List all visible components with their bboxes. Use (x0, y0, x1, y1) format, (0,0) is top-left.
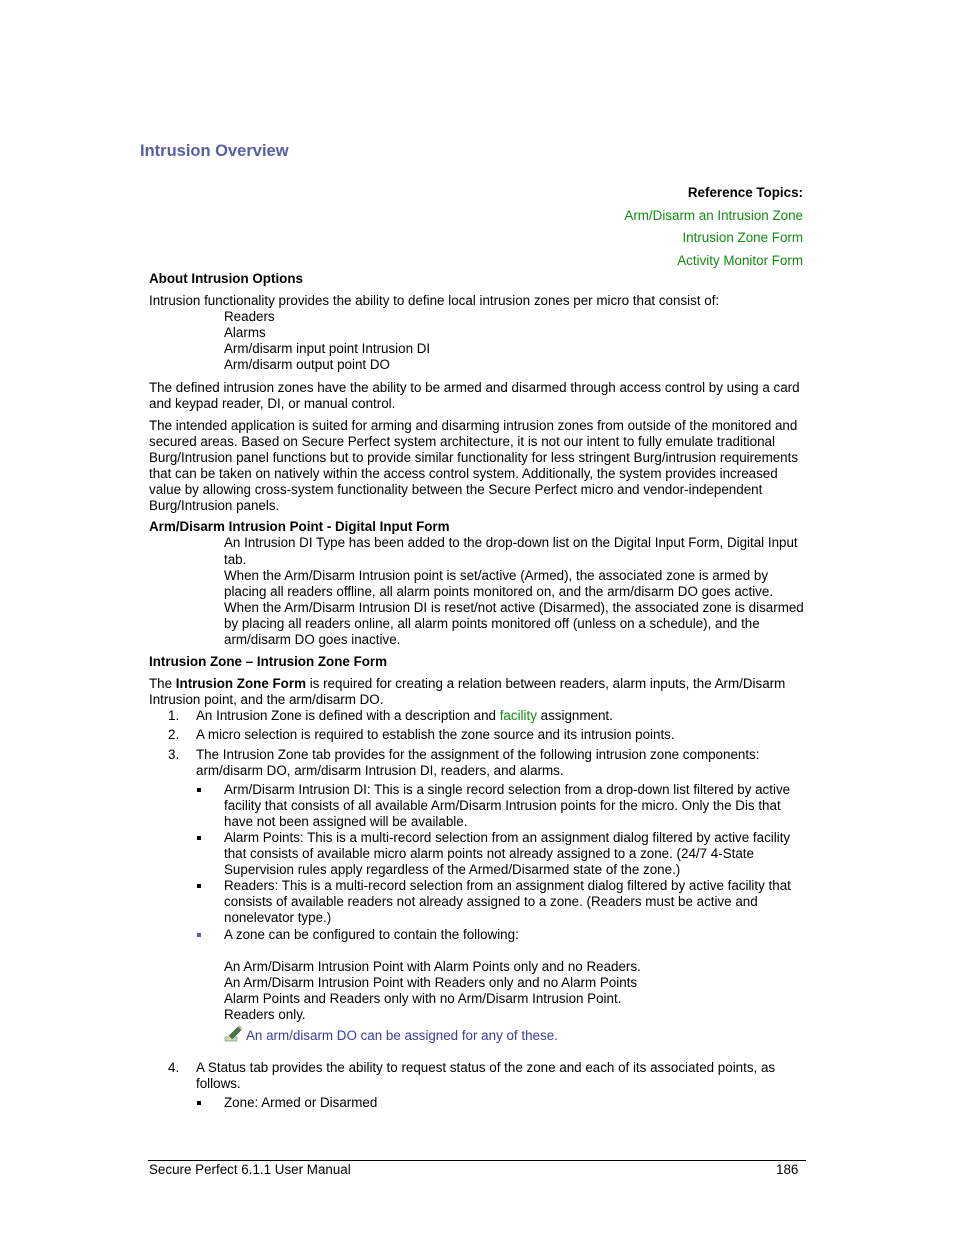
section-heading-about: About Intrusion Options (149, 271, 303, 286)
about-intro: Intrusion functionality provides the ability to define local intrusion zones per micro that consist of: (149, 293, 720, 309)
footer-divider (148, 1160, 806, 1161)
armdisarm-line-3: When the Arm/Disarm Intrusion DI is reset/not active (Disarmed), the associated zone is disarmed by placing all readers online, all alarm points monitored off (unless on a schedule), and the arm/disarm DO goes inactive. (224, 599, 804, 647)
section-heading-zone: Intrusion Zone – Intrusion Zone Form (149, 654, 388, 670)
note: An arm/disarm DO can be assigned for any of these. (149, 1025, 809, 1044)
bullet-alarm-points: Alarm Points: This is a multi-record selection from an assignment dialog filtered by active facility that consists of available micro alarm points not already assigned to a zone. (24/7 4-State Supervision rules apply regardless of the Armed/Disarmed state of the zone.) (149, 830, 809, 878)
link-activity-monitor-form[interactable]: Activity Monitor Form (677, 252, 803, 268)
bullet-icon (197, 1101, 201, 1105)
link-intrusion-zone-form[interactable]: Intrusion Zone Form (682, 230, 803, 245)
about-item-alarms: Alarms (224, 325, 266, 341)
zone-form-name: Intrusion Zone Form (175, 676, 306, 692)
note-pencil-icon (224, 1025, 244, 1042)
bullet-icon (197, 836, 201, 840)
about-item-di: Arm/disarm input point Intrusion DI (224, 341, 431, 357)
zone-option-4: Readers only. (224, 1006, 306, 1022)
bullet-zone-config: A zone can be configured to contain the following: (149, 927, 809, 943)
zone-intro: The Intrusion Zone Form is required for creating a relation between readers, alarm inputs, the Arm/Disarm Intrusion point, and the arm/disarm DO. (149, 676, 786, 708)
bullet-di: Arm/Disarm Intrusion DI: This is a single record selection from a drop-down list filtered by active facility that consists of all available Arm/Disarm Intrusion points for the micro. Only the Dis that have not been assigned will be available. (149, 782, 809, 830)
reference-topics (624, 182, 803, 272)
step-4: 4. A Status tab provides the ability to request status of the zone and each of its associated points, as follows. (168, 1060, 776, 1092)
bullet-icon (197, 788, 201, 792)
armdisarm-line-1: An Intrusion DI Type has been added to the drop-down list on the Digital Input Form, Digital Input tab. (224, 535, 798, 567)
step-1: 1. An Intrusion Zone is defined with a description and facility assignment. (168, 708, 613, 724)
main-content (149, 271, 809, 1111)
about-para-1: The defined intrusion zones have the ability to be armed and disarmed through access control by using a card and keypad reader, DI, or manual control. (149, 379, 800, 411)
step-2: 2. A micro selection is required to establish the zone source and its intrusion points. (168, 727, 675, 743)
page-title: Intrusion Overview (140, 142, 289, 160)
armdisarm-line-2: When the Arm/Disarm Intrusion point is set/active (Armed), the associated zone is armed by placing all readers offline, all alarm points monitored on, and the arm/disarm DO goes active. (224, 567, 774, 599)
footer-page-number: 186 (776, 1162, 799, 1177)
bullet-icon (197, 884, 201, 888)
reference-topics-heading: Reference Topics: (687, 185, 803, 200)
bullet-readers: Readers: This is a multi-record selection from an assignment dialog filtered by active facility that consists of available readers not already assigned to a zone. (Readers must be active and nonelevator type.) (149, 878, 809, 926)
link-facility[interactable]: facility (499, 708, 537, 724)
zone-option-1: An Arm/Disarm Intrusion Point with Alarm Points only and no Readers. (224, 958, 641, 974)
footer-manual-title: Secure Perfect 6.1.1 User Manual (149, 1162, 351, 1177)
zone-option-3: Alarm Points and Readers only with no Arm/Disarm Intrusion Point. (224, 990, 622, 1006)
bullet-icon (197, 933, 201, 937)
bullet-zone-status: Zone: Armed or Disarmed (149, 1095, 809, 1111)
link-arm-disarm-zone[interactable]: Arm/Disarm an Intrusion Zone (624, 207, 803, 223)
section-heading-armdisarm: Arm/Disarm Intrusion Point - Digital Input Form (149, 519, 450, 535)
about-item-readers: Readers (224, 309, 275, 325)
about-para-2: The intended application is suited for arming and disarming intrusion zones from outside of the monitored and secured areas. Based on Secure Perfect system architecture, it is not our intent to fully emulate traditional Burg/Intrusion panel functions but to provide similar functionality for less stringent Burg/intrusion requirements that can be taken on natively within the access control system. Additionally, the system provides increased value by allowing cross-system functionality between the Secure Perfect micro and vendor-independent Burg/Intrusion panels. (149, 417, 799, 514)
step-3: 3. The Intrusion Zone tab provides for the assignment of the following intrusion zone components: arm/disarm DO, arm/disarm Intrusion DI, readers, and alarms. (168, 746, 760, 778)
zone-option-2: An Arm/Disarm Intrusion Point with Readers only and no Alarm Points (224, 974, 638, 990)
about-item-do: Arm/disarm output point DO (224, 357, 390, 373)
